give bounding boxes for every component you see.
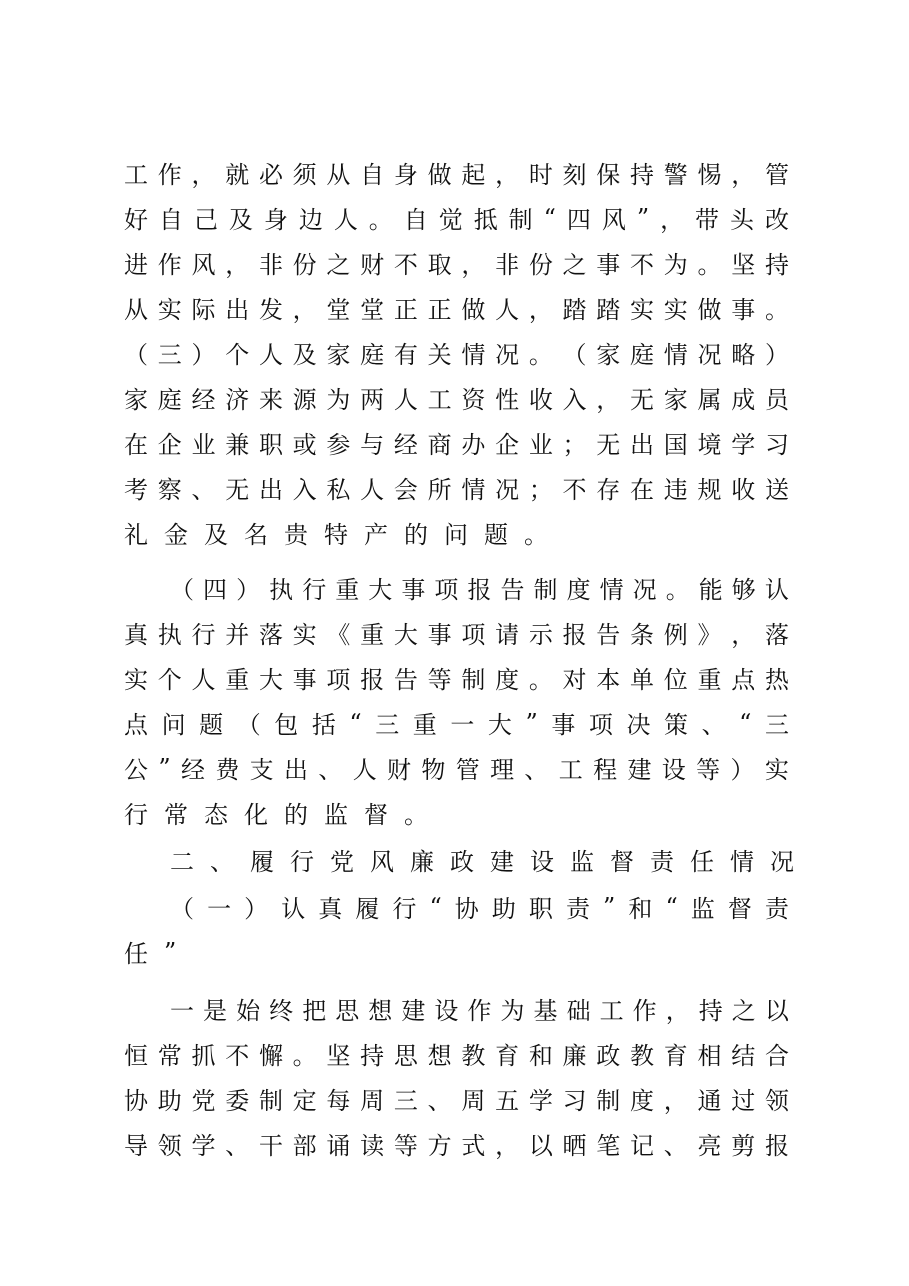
text-line: 进 作 风 ， 非 份 之 财 不 取 ， 非 份 之 事 不 为 。 坚 持: [124, 251, 789, 279]
line-gap: [124, 555, 789, 565]
text-line: 家 庭 经 济 来 源 为 两 人 工 资 性 收 入 ， 无 家 属 成 员: [124, 386, 789, 414]
text-line: 公 ” 经 费 支 出 、 人 财 物 管 理 、 工 程 建 设 等 ） 实: [124, 753, 789, 784]
text-line: 恒 常 抓 不 懈 。 坚 持 思 想 教 育 和 廉 政 教 育 相 结 合: [124, 1042, 789, 1070]
text-line: （ 一 ） 认 真 履 行 “ 协 助 职 责 ” 和 “ 监 督 责: [170, 892, 789, 923]
text-line: 礼 金 及 名 贵 特 产 的 问 题 。: [124, 521, 548, 549]
text-line: 行 常 态 化 的 监 督 。: [124, 801, 428, 829]
text-line: 导 领 学 、 干 部 诵 读 等 方 式 ， 以 晒 笔 记 、 亮 剪 报: [124, 1132, 789, 1160]
text-line: 好 自 己 及 身 边 人 。 自 觉 抵 制 “ 四 风 ” ， 带 头 改: [124, 203, 789, 234]
text-line: 二 、 履 行 党 风 廉 政 建 设 监 督 责 任 情 况: [170, 848, 794, 876]
text-line: 从 实 际 出 发 ， 堂 堂 正 正 做 人 ， 踏 踏 实 实 做 事 。: [124, 296, 789, 324]
text-line: 工 作 ， 就 必 须 从 自 身 做 起 ， 时 刻 保 持 警 惕 ， 管: [124, 161, 789, 189]
text-line: 在 企 业 兼 职 或 参 与 经 商 办 企 业 ； 无 出 国 境 学 习: [124, 431, 789, 459]
text-line: 实 个 人 重 大 事 项 报 告 等 制 度 。 对 本 单 位 重 点 热: [124, 666, 789, 694]
text-line: 考 察 、 无 出 入 私 人 会 所 情 况 ； 不 存 在 违 规 收 送: [124, 476, 789, 504]
text-line: 协 助 党 委 制 定 每 周 三 、 周 五 学 习 制 度 ， 通 过 领: [124, 1087, 789, 1115]
text-line: 点 问 题 （ 包 括 “ 三 重 一 大 ” 事 项 决 策 、 “ 三: [124, 708, 789, 739]
text-line: 真 执 行 并 落 实 《 重 大 事 项 请 示 报 告 条 例 》 ， 落: [124, 621, 789, 649]
text-line: 任 ”: [124, 937, 177, 968]
text-line: （ 三 ） 个 人 及 家 庭 有 关 情 况 。 （ 家 庭 情 况 略 ）: [124, 341, 789, 369]
document-body: [124, 150, 794, 1166]
line-gap: [124, 974, 789, 986]
text-line: （ 四 ） 执 行 重 大 事 项 报 告 制 度 情 况 。 能 够 认: [170, 576, 789, 604]
text-line: 一 是 始 终 把 思 想 建 设 作 为 基 础 工 作 ， 持 之 以: [170, 997, 789, 1025]
